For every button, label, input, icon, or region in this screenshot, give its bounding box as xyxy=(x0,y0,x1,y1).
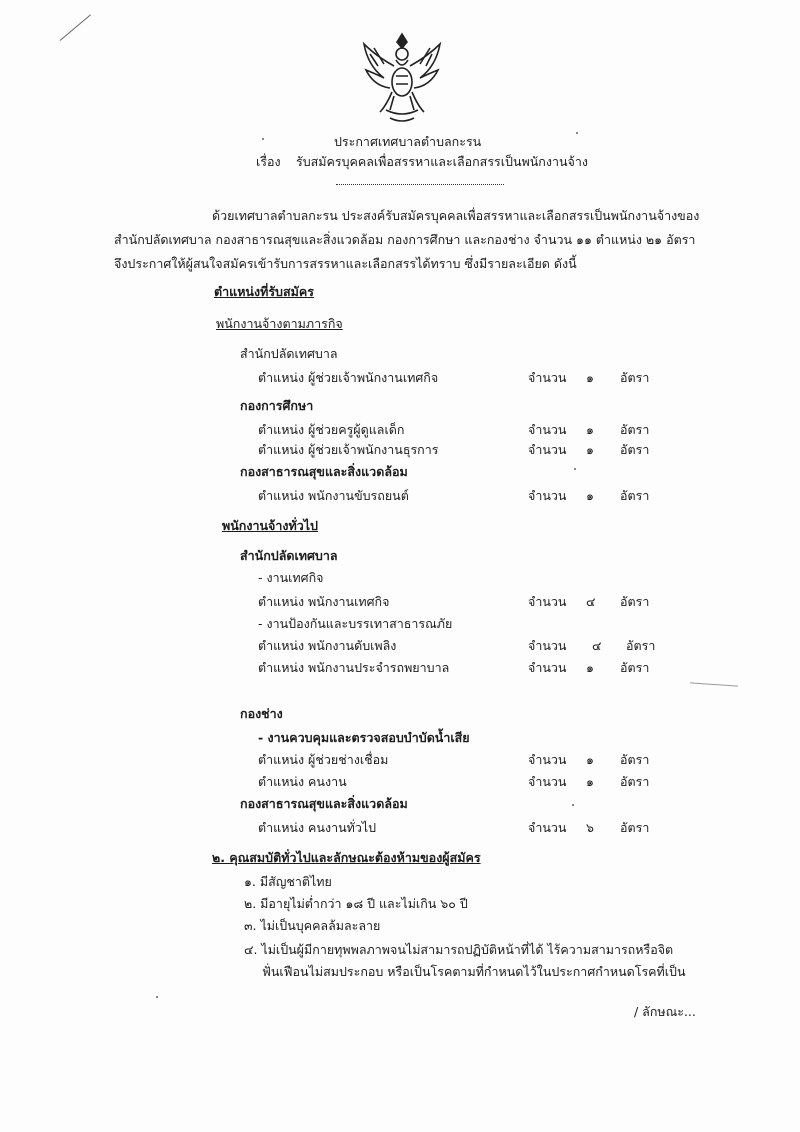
unit-palad: สำนักปลัดเทศบาล xyxy=(240,346,338,361)
position-count: ๖ xyxy=(586,820,594,835)
garuda-emblem-icon xyxy=(356,26,448,130)
unit-health: กองสาธารณสุขและสิ่งแวดล้อม xyxy=(240,796,408,811)
general-staff-heading: พนักงานจ้างทั่วไป xyxy=(222,518,318,533)
unit-label: อัตรา xyxy=(620,752,650,767)
unit-label: อัตรา xyxy=(620,660,650,675)
position-count: ๑ xyxy=(586,774,594,789)
dotted-separator xyxy=(336,184,504,185)
quantity-label: จำนวน xyxy=(528,370,567,385)
unit-health: กองสาธารณสุขและสิ่งแวดล้อม xyxy=(240,464,408,479)
speck xyxy=(576,132,578,134)
position-count: ๑ xyxy=(586,752,594,767)
quantity-label: จำนวน xyxy=(528,638,567,653)
position-count: ๔ xyxy=(592,638,602,653)
intro-line: ด้วยเทศบาลตำบลกะรน ประสงค์รับสมัครบุคคลเพื่อสรรหาและเลือกสรรเป็นพนักงานจ้างของ xyxy=(212,208,700,223)
quantity-label: จำนวน xyxy=(528,752,567,767)
unit-label: อัตรา xyxy=(620,422,650,437)
unit-label: อัตรา xyxy=(620,774,650,789)
unit-label: อัตรา xyxy=(620,594,650,609)
quantity-label: จำนวน xyxy=(528,442,567,457)
position-count: ๔ xyxy=(586,594,596,609)
position-count: ๑ xyxy=(586,660,594,675)
quantity-label: จำนวน xyxy=(528,422,567,437)
qualification-item-continued: ฟั่นเฟือนไม่สมประกอบ หรือเป็นโรคตามที่กำหนดไว้ในประกาศกำหนดโรคที่เป็น xyxy=(262,964,686,979)
section-wastewater: - งานควบคุมและตรวจสอบบำบัดน้ำเสีย xyxy=(258,730,470,745)
position-name: ตำแหน่ง พนักงานขับรถยนต์ xyxy=(258,488,409,503)
unit-label: อัตรา xyxy=(620,370,650,385)
position-name: ตำแหน่ง คนงานทั่วไป xyxy=(258,820,377,835)
quantity-label: จำนวน xyxy=(528,774,567,789)
speck xyxy=(156,996,158,998)
position-name: ตำแหน่ง ผู้ช่วยเจ้าพนักงานเทศกิจ xyxy=(258,370,439,385)
unit-palad: สำนักปลัดเทศบาล xyxy=(240,548,338,563)
continuation-text: / ลักษณะ... xyxy=(634,1004,696,1019)
unit-label: อัตรา xyxy=(620,442,650,457)
quantity-label: จำนวน xyxy=(528,488,567,503)
quantity-label: จำนวน xyxy=(528,820,567,835)
unit-label: อัตรา xyxy=(620,820,650,835)
section-tesakit: - งานเทศกิจ xyxy=(258,570,324,585)
position-name: ตำแหน่ง ผู้ช่วยช่างเชื่อม xyxy=(258,752,389,767)
intro-line: สำนักปลัดเทศบาล กองสาธารณสุขและสิ่งแวดล้อม กองการศึกษา และกองช่าง จำนวน ๑๑ ตำแหน่ง ๒๑ อัตรา xyxy=(114,232,696,247)
quantity-label: จำนวน xyxy=(528,660,567,675)
position-name: ตำแหน่ง ผู้ช่วยครูผู้ดูแลเด็ก xyxy=(258,422,405,437)
position-name: ตำแหน่ง พนักงานเทศกิจ xyxy=(258,594,390,609)
qualification-item: ๔. ไม่เป็นผู้มีกายทุพพลภาพจนไม่สามารถปฏิบัติหน้าที่ได้ ไร้ความสามารถหรือจิต xyxy=(244,942,674,957)
qualification-item: ๑. มีสัญชาติไทย xyxy=(244,874,332,889)
position-count: ๑ xyxy=(586,488,594,503)
position-name: ตำแหน่ง พนักงานดับเพลิง xyxy=(258,638,397,653)
announcement-title: ประกาศเทศบาลตำบลกะรน xyxy=(334,134,482,149)
position-name: ตำแหน่ง ผู้ช่วยเจ้าพนักงานธุรการ xyxy=(258,442,439,457)
stray-line xyxy=(690,682,738,686)
subject-label: เรื่อง xyxy=(256,154,281,169)
subject-text: รับสมัครบุคคลเพื่อสรรหาและเลือกสรรเป็นพนักงานจ้าง xyxy=(296,154,588,169)
qualification-item: ๒. มีอายุไม่ต่ำกว่า ๑๘ ปี และไม่เกิน ๖๐ ปี xyxy=(244,896,468,911)
unit-label: อัตรา xyxy=(626,638,656,653)
unit-education: กองการศึกษา xyxy=(240,398,314,413)
mission-staff-heading: พนักงานจ้างตามภารกิจ xyxy=(216,316,343,331)
speck xyxy=(262,138,264,140)
qualification-item: ๓. ไม่เป็นบุคคลล้มละลาย xyxy=(244,918,381,933)
position-count: ๑ xyxy=(586,422,594,437)
intro-line: จึงประกาศให้ผู้สนใจสมัครเข้ารับการสรรหาและเลือกสรรได้ทราบ ซึ่งมีรายละเอียด ดังนี้ xyxy=(114,256,577,271)
position-count: ๑ xyxy=(586,442,594,457)
position-name: ตำแหน่ง พนักงานประจำรถพยาบาล xyxy=(258,660,450,675)
speck xyxy=(572,804,574,806)
section-disaster: - งานป้องกันและบรรเทาสาธารณภัย xyxy=(258,616,453,631)
positions-heading: ตำแหน่งที่รับสมัคร xyxy=(214,284,314,299)
position-count: ๑ xyxy=(586,370,594,385)
position-name: ตำแหน่ง คนงาน xyxy=(258,774,347,789)
unit-engineering: กองช่าง xyxy=(240,706,283,721)
unit-label: อัตรา xyxy=(620,488,650,503)
speck xyxy=(574,468,576,470)
pen-mark xyxy=(60,14,91,40)
qualifications-heading: ๒. คุณสมบัติทั่วไปและลักษณะต้องห้ามของผู้สมัคร xyxy=(212,850,481,865)
quantity-label: จำนวน xyxy=(528,594,567,609)
